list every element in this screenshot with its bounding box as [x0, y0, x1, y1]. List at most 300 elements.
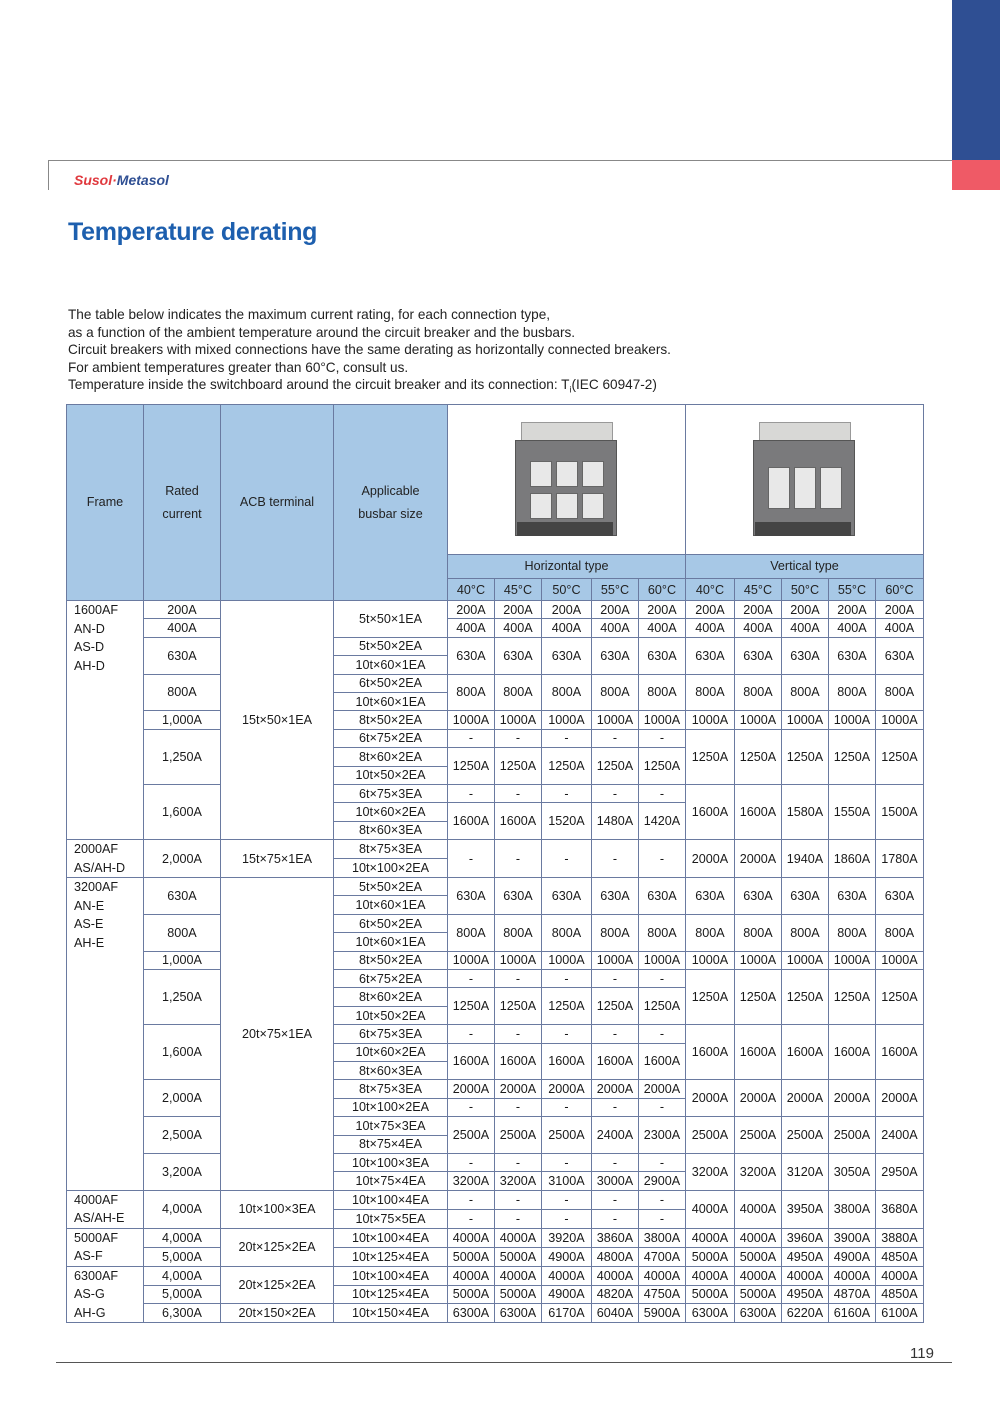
- vertical-rating-cell: 800A: [782, 674, 829, 711]
- horizontal-rating-cell: 400A: [542, 619, 592, 637]
- rated-current-cell: 630A: [144, 637, 221, 674]
- busbar-size-cell: 8t×50×2EA: [334, 951, 448, 969]
- horizontal-rating-cell: -: [542, 729, 592, 747]
- horizontal-rating-cell: 6170A: [542, 1304, 592, 1323]
- horizontal-rating-cell: 800A: [495, 914, 542, 951]
- horizontal-rating-cell: -: [639, 1098, 686, 1116]
- horizontal-rating-cell: 1000A: [592, 951, 639, 969]
- frame-label: AN-E: [74, 898, 105, 913]
- intro-line: as a function of the ambient temperature around the circuit breaker and the busbars.: [68, 324, 576, 340]
- vertical-rating-cell: 1600A: [735, 784, 782, 839]
- intro-line: Circuit breakers with mixed connections have the same derating as horizontally connected breakers.: [68, 342, 671, 357]
- horizontal-rating-cell: 6040A: [592, 1304, 639, 1323]
- horizontal-rating-cell: 630A: [448, 637, 495, 674]
- vertical-rating-cell: 630A: [876, 637, 924, 674]
- vertical-rating-cell: 630A: [686, 878, 735, 915]
- table-row: [67, 1266, 924, 1285]
- vertical-type-header: Vertical type: [686, 555, 924, 579]
- busbar-size-cell: 10t×60×1EA: [334, 896, 448, 914]
- busbar-size-cell: 10t×50×2EA: [334, 1006, 448, 1024]
- table-row: [67, 637, 924, 655]
- horizontal-rating-cell: 2000A: [448, 1080, 495, 1098]
- horizontal-rating-cell: 5000A: [495, 1285, 542, 1304]
- busbar-size-cell: 8t×75×3EA: [334, 840, 448, 859]
- horizontal-rating-cell: 4820A: [592, 1285, 639, 1304]
- busbar-size-header: Applicable busbar size: [334, 405, 448, 601]
- table-row: [67, 784, 924, 802]
- busbar-size-cell: 10t×60×2EA: [334, 803, 448, 821]
- horizontal-rating-cell: 2500A: [448, 1117, 495, 1154]
- horizontal-rating-cell: -: [495, 1098, 542, 1116]
- busbar-size-cell: 5t×50×1EA: [334, 601, 448, 638]
- horizontal-rating-cell: -: [448, 970, 495, 988]
- horizontal-rating-cell: 1000A: [639, 951, 686, 969]
- vertical-rating-cell: 1250A: [735, 729, 782, 784]
- vertical-rating-cell: 630A: [829, 878, 876, 915]
- horizontal-rating-cell: 4900A: [542, 1285, 592, 1304]
- horizontal-rating-cell: 1000A: [448, 711, 495, 729]
- horizontal-rating-cell: 2000A: [542, 1080, 592, 1098]
- horizontal-rating-cell: -: [495, 1209, 542, 1228]
- frame-label: AH-E: [74, 935, 105, 950]
- horizontal-rating-cell: 2500A: [495, 1117, 542, 1154]
- busbar-size-cell: 10t×60×2EA: [334, 1043, 448, 1061]
- frame-cell: [67, 1228, 144, 1266]
- vertical-rating-cell: 200A: [686, 601, 735, 619]
- vertical-rating-cell: 6220A: [782, 1304, 829, 1323]
- horizontal-rating-cell: 630A: [495, 637, 542, 674]
- horizontal-rating-cell: 1250A: [448, 988, 495, 1025]
- busbar-size-cell: 10t×150×4EA: [334, 1304, 448, 1323]
- horizontal-rating-cell: 1600A: [542, 1043, 592, 1080]
- horizontal-rating-cell: 5000A: [448, 1247, 495, 1266]
- vertical-rating-cell: 800A: [829, 674, 876, 711]
- vertical-rating-cell: 4850A: [876, 1285, 924, 1304]
- vertical-rating-cell: 1580A: [782, 784, 829, 839]
- vertical-rating-cell: 1000A: [876, 711, 924, 729]
- vertical-rating-cell: 200A: [829, 601, 876, 619]
- vertical-rating-cell: 5000A: [686, 1247, 735, 1266]
- busbar-size-cell: 10t×100×2EA: [334, 859, 448, 878]
- footer-rule: [56, 1362, 952, 1363]
- rated-current-cell: 1,000A: [144, 711, 221, 729]
- vertical-rating-cell: 800A: [686, 914, 735, 951]
- vertical-rating-cell: 5000A: [735, 1247, 782, 1266]
- horizontal-rating-cell: 4750A: [639, 1285, 686, 1304]
- rated-current-cell: 1,600A: [144, 784, 221, 839]
- side-tab-red: [952, 160, 1000, 190]
- vertical-rating-cell: 1600A: [829, 1025, 876, 1080]
- table-row: [67, 914, 924, 932]
- horizontal-rating-cell: -: [542, 1209, 592, 1228]
- vertical-rating-cell: 1600A: [735, 1025, 782, 1080]
- vertical-rating-cell: 4900A: [829, 1247, 876, 1266]
- horizontal-rating-cell: 1250A: [495, 988, 542, 1025]
- horizontal-rating-cell: 4000A: [592, 1266, 639, 1285]
- vertical-rating-cell: 1600A: [782, 1025, 829, 1080]
- vertical-rating-cell: 3960A: [782, 1228, 829, 1247]
- horizontal-rating-cell: 4000A: [639, 1266, 686, 1285]
- busbar-size-cell: 10t×50×2EA: [334, 766, 448, 784]
- horizontal-rating-cell: 800A: [592, 914, 639, 951]
- horizontal-rating-cell: 800A: [542, 674, 592, 711]
- horizontal-rating-cell: 5000A: [495, 1247, 542, 1266]
- horizontal-rating-cell: 5000A: [448, 1285, 495, 1304]
- horizontal-rating-cell: -: [542, 970, 592, 988]
- frame-label: 2000AF: [74, 842, 119, 857]
- vertical-rating-cell: 6300A: [735, 1304, 782, 1323]
- vertical-rating-cell: 400A: [876, 619, 924, 637]
- header-rule: [48, 160, 952, 161]
- horizontal-rating-cell: -: [448, 840, 495, 878]
- rated-current-cell: 4,000A: [144, 1228, 221, 1247]
- table-row: [67, 1117, 924, 1135]
- busbar-size-cell: 5t×50×2EA: [334, 637, 448, 655]
- horizontal-rating-cell: -: [448, 1153, 495, 1171]
- vertical-rating-cell: 1000A: [686, 711, 735, 729]
- vertical-rating-cell: 2000A: [876, 1080, 924, 1117]
- horizontal-rating-cell: 2000A: [592, 1080, 639, 1098]
- horizontal-rating-cell: 4000A: [542, 1266, 592, 1285]
- vertical-rating-cell: 3200A: [686, 1153, 735, 1190]
- vertical-rating-cell: 630A: [735, 878, 782, 915]
- table-row: [67, 840, 924, 859]
- vertical-rating-cell: 4000A: [686, 1190, 735, 1228]
- horizontal-rating-cell: 630A: [495, 878, 542, 915]
- vertical-rating-cell: 3680A: [876, 1190, 924, 1228]
- frame-label: AS/AH-D: [74, 860, 126, 875]
- horizontal-rating-cell: 630A: [542, 878, 592, 915]
- horizontal-rating-cell: 1600A: [639, 1043, 686, 1080]
- horizontal-rating-cell: 4900A: [542, 1247, 592, 1266]
- busbar-size-cell: 8t×75×3EA: [334, 1080, 448, 1098]
- table-row: [67, 1025, 924, 1043]
- horizontal-rating-cell: 3860A: [592, 1228, 639, 1247]
- horizontal-rating-cell: 200A: [542, 601, 592, 619]
- vertical-rating-cell: 2500A: [782, 1117, 829, 1154]
- acb-terminal-header: ACB terminal: [221, 405, 334, 601]
- acb-terminal-cell: 20t×75×1EA: [221, 878, 334, 1191]
- temperature-header: 50°C: [542, 579, 592, 601]
- horizontal-rating-cell: -: [495, 729, 542, 747]
- vertical-rating-cell: 4000A: [686, 1266, 735, 1285]
- horizontal-rating-cell: -: [542, 1190, 592, 1209]
- frame-label: AS-E: [74, 917, 104, 932]
- vertical-rating-cell: 2000A: [735, 840, 782, 878]
- horizontal-rating-cell: 800A: [639, 914, 686, 951]
- frame-label: AN-D: [74, 621, 105, 636]
- rated-current-cell: 2,000A: [144, 1080, 221, 1117]
- vertical-rating-cell: 1550A: [829, 784, 876, 839]
- horizontal-rating-cell: -: [639, 1209, 686, 1228]
- frame-label: 3200AF: [74, 880, 119, 895]
- busbar-size-cell: 10t×100×4EA: [334, 1190, 448, 1209]
- temperature-header: 60°C: [876, 579, 924, 601]
- horizontal-rating-cell: 5900A: [639, 1304, 686, 1323]
- frame-cell: [67, 878, 144, 1191]
- vertical-rating-cell: 4000A: [735, 1266, 782, 1285]
- vertical-rating-cell: 1000A: [735, 711, 782, 729]
- horizontal-rating-cell: 200A: [495, 601, 542, 619]
- vertical-rating-cell: 2950A: [876, 1153, 924, 1190]
- table-row: [67, 1190, 924, 1209]
- horizontal-rating-cell: 1000A: [495, 951, 542, 969]
- vertical-rating-cell: 4950A: [782, 1285, 829, 1304]
- vertical-rating-cell: 2000A: [735, 1080, 782, 1117]
- rated-current-header: Rated current: [144, 405, 221, 601]
- vertical-rating-cell: 400A: [686, 619, 735, 637]
- frame-cell: [67, 601, 144, 840]
- horizontal-rating-cell: 630A: [639, 878, 686, 915]
- horizontal-rating-cell: -: [542, 1098, 592, 1116]
- temperature-header: 55°C: [592, 579, 639, 601]
- temperature-header: 60°C: [639, 579, 686, 601]
- vertical-rating-cell: 1000A: [829, 711, 876, 729]
- horizontal-rating-cell: 400A: [639, 619, 686, 637]
- horizontal-rating-cell: -: [448, 1098, 495, 1116]
- horizontal-rating-cell: 1250A: [639, 988, 686, 1025]
- horizontal-rating-cell: 1000A: [448, 951, 495, 969]
- horizontal-rating-cell: -: [495, 840, 542, 878]
- horizontal-rating-cell: -: [639, 729, 686, 747]
- vertical-rating-cell: 1000A: [782, 951, 829, 969]
- horizontal-rating-cell: -: [448, 784, 495, 802]
- vertical-rating-cell: 400A: [735, 619, 782, 637]
- vertical-rating-cell: 400A: [829, 619, 876, 637]
- vertical-rating-cell: 6160A: [829, 1304, 876, 1323]
- frame-label: 4000AF: [74, 1192, 119, 1207]
- horizontal-rating-cell: -: [542, 1153, 592, 1171]
- side-tab-blue: [952, 0, 1000, 160]
- vertical-rating-cell: 1000A: [876, 951, 924, 969]
- busbar-size-cell: 10t×75×5EA: [334, 1209, 448, 1228]
- horizontal-rating-cell: -: [448, 729, 495, 747]
- table-row: [67, 1285, 924, 1304]
- horizontal-rating-cell: 1600A: [448, 1043, 495, 1080]
- vertical-rating-cell: 800A: [686, 674, 735, 711]
- temperature-header: 45°C: [495, 579, 542, 601]
- horizontal-rating-cell: 630A: [542, 637, 592, 674]
- rated-current-cell: 2,000A: [144, 840, 221, 878]
- horizontal-rating-cell: 1250A: [448, 748, 495, 785]
- vertical-rating-cell: 4000A: [829, 1266, 876, 1285]
- vertical-rating-cell: 630A: [829, 637, 876, 674]
- horizontal-rating-cell: -: [495, 1190, 542, 1209]
- vertical-rating-cell: 800A: [735, 914, 782, 951]
- frame-cell: [67, 1190, 144, 1228]
- brand-logo: Susol·Metasol: [74, 172, 169, 188]
- acb-terminal-cell: 20t×125×2EA: [221, 1228, 334, 1266]
- rated-current-cell: 3,200A: [144, 1153, 221, 1190]
- intro-line: For ambient temperatures greater than 60°C, consult us.: [68, 359, 409, 375]
- horizontal-rating-cell: 2500A: [542, 1117, 592, 1154]
- rated-current-cell: 5,000A: [144, 1285, 221, 1304]
- intro-text: [68, 306, 671, 399]
- frame-label: 6300AF: [74, 1268, 119, 1283]
- temperature-header: 40°C: [686, 579, 735, 601]
- acb-terminal-cell: 15t×75×1EA: [221, 840, 334, 878]
- rated-current-cell: 800A: [144, 674, 221, 711]
- horizontal-rating-cell: -: [639, 784, 686, 802]
- vertical-rating-cell: 4000A: [735, 1228, 782, 1247]
- vertical-rating-cell: 800A: [735, 674, 782, 711]
- horizontal-rating-cell: 200A: [639, 601, 686, 619]
- horizontal-rating-cell: -: [592, 1190, 639, 1209]
- vertical-rating-cell: 3120A: [782, 1153, 829, 1190]
- temperature-header: 55°C: [829, 579, 876, 601]
- table-row: [67, 601, 924, 619]
- horizontal-rating-cell: 630A: [592, 637, 639, 674]
- horizontal-rating-cell: 6300A: [495, 1304, 542, 1323]
- table-row: [67, 1304, 924, 1323]
- vertical-rating-cell: 3050A: [829, 1153, 876, 1190]
- table-row: [67, 951, 924, 969]
- horizontal-rating-cell: 800A: [448, 674, 495, 711]
- rated-current-cell: 6,300A: [144, 1304, 221, 1323]
- horizontal-rating-cell: -: [495, 1025, 542, 1043]
- horizontal-rating-cell: 630A: [592, 878, 639, 915]
- vertical-rating-cell: 200A: [782, 601, 829, 619]
- horizontal-rating-cell: 1000A: [495, 711, 542, 729]
- horizontal-rating-cell: 400A: [592, 619, 639, 637]
- vertical-rating-cell: 2500A: [735, 1117, 782, 1154]
- header-tick: [48, 160, 49, 190]
- vertical-rating-cell: 800A: [782, 914, 829, 951]
- vertical-rating-cell: 3950A: [782, 1190, 829, 1228]
- horizontal-rating-cell: 4800A: [592, 1247, 639, 1266]
- vertical-rating-cell: 2000A: [829, 1080, 876, 1117]
- horizontal-rating-cell: 1000A: [639, 711, 686, 729]
- busbar-size-cell: 10t×125×4EA: [334, 1247, 448, 1266]
- intro-line: Temperature inside the switchboard around the circuit breaker and its connection: $T_i(IEC$ 60947-2): [68, 377, 657, 395]
- horizontal-rating-cell: 4700A: [639, 1247, 686, 1266]
- horizontal-rating-cell: 630A: [639, 637, 686, 674]
- rated-current-cell: 5,000A: [144, 1247, 221, 1266]
- busbar-size-cell: 10t×60×1EA: [334, 933, 448, 951]
- horizontal-rating-cell: 800A: [592, 674, 639, 711]
- horizontal-rating-cell: -: [592, 970, 639, 988]
- vertical-rating-cell: 1250A: [735, 970, 782, 1025]
- horizontal-rating-cell: -: [639, 970, 686, 988]
- horizontal-rating-cell: 1250A: [495, 748, 542, 785]
- horizontal-rating-cell: 200A: [592, 601, 639, 619]
- vertical-rating-cell: 1250A: [876, 729, 924, 784]
- horizontal-rating-cell: 2300A: [639, 1117, 686, 1154]
- horizontal-rating-cell: 2000A: [495, 1080, 542, 1098]
- rated-current-cell: 200A: [144, 601, 221, 619]
- horizontal-rating-cell: -: [592, 1209, 639, 1228]
- horizontal-rating-cell: -: [592, 1098, 639, 1116]
- vertical-rating-cell: 630A: [876, 878, 924, 915]
- page-title: Temperature derating: [68, 218, 318, 246]
- horizontal-rating-cell: 3100A: [542, 1172, 592, 1190]
- horizontal-rating-cell: -: [639, 1025, 686, 1043]
- busbar-size-cell: 8t×60×2EA: [334, 988, 448, 1006]
- vertical-rating-cell: 200A: [735, 601, 782, 619]
- vertical-rating-cell: 1860A: [829, 840, 876, 878]
- table-row: [67, 619, 924, 637]
- vertical-rating-cell: 1250A: [829, 729, 876, 784]
- vertical-rating-cell: 1000A: [829, 951, 876, 969]
- horizontal-rating-cell: -: [542, 784, 592, 802]
- vertical-rating-cell: 630A: [735, 637, 782, 674]
- vertical-rating-cell: 2000A: [782, 1080, 829, 1117]
- horizontal-rating-cell: 1250A: [592, 748, 639, 785]
- vertical-rating-cell: 2000A: [686, 1080, 735, 1117]
- acb-terminal-cell: 20t×125×2EA: [221, 1266, 334, 1304]
- table-row: [67, 1153, 924, 1171]
- rated-current-cell: 2,500A: [144, 1117, 221, 1154]
- rated-current-cell: 4,000A: [144, 1190, 221, 1228]
- vertical-rating-cell: 4870A: [829, 1285, 876, 1304]
- horizontal-rating-cell: 800A: [639, 674, 686, 711]
- vertical-rating-cell: 1600A: [686, 784, 735, 839]
- frame-label: AS-D: [74, 640, 105, 654]
- busbar-size-cell: 6t×50×2EA: [334, 914, 448, 932]
- derating-table: [66, 404, 924, 1323]
- vertical-rating-cell: 1250A: [829, 970, 876, 1025]
- horizontal-rating-cell: 1600A: [495, 803, 542, 840]
- horizontal-breaker-photo: [448, 405, 686, 555]
- horizontal-rating-cell: 1000A: [592, 711, 639, 729]
- temperature-header: 45°C: [735, 579, 782, 601]
- horizontal-rating-cell: 400A: [495, 619, 542, 637]
- horizontal-rating-cell: 1250A: [542, 988, 592, 1025]
- horizontal-rating-cell: -: [495, 970, 542, 988]
- busbar-size-cell: 8t×75×4EA: [334, 1135, 448, 1153]
- vertical-rating-cell: 200A: [876, 601, 924, 619]
- busbar-size-cell: 10t×100×3EA: [334, 1153, 448, 1171]
- busbar-size-cell: 10t×100×4EA: [334, 1266, 448, 1285]
- busbar-size-cell: 6t×75×2EA: [334, 970, 448, 988]
- vertical-rating-cell: 4000A: [782, 1266, 829, 1285]
- vertical-rating-cell: 1500A: [876, 784, 924, 839]
- horizontal-rating-cell: 1480A: [592, 803, 639, 840]
- rated-current-cell: 1,250A: [144, 970, 221, 1025]
- vertical-rating-cell: 4000A: [735, 1190, 782, 1228]
- busbar-size-cell: 6t×75×2EA: [334, 729, 448, 747]
- frame-label: 1600AF: [74, 603, 119, 617]
- horizontal-rating-cell: -: [592, 1025, 639, 1043]
- horizontal-rating-cell: -: [495, 1153, 542, 1171]
- table-row: [67, 878, 924, 896]
- table-row: [67, 1228, 924, 1247]
- rated-current-cell: 4,000A: [144, 1266, 221, 1285]
- table-row: [67, 674, 924, 692]
- table-row: [67, 729, 924, 747]
- horizontal-rating-cell: 1600A: [592, 1043, 639, 1080]
- horizontal-rating-cell: 3200A: [495, 1172, 542, 1190]
- vertical-rating-cell: 800A: [876, 914, 924, 951]
- horizontal-rating-cell: -: [592, 784, 639, 802]
- horizontal-rating-cell: 1600A: [495, 1043, 542, 1080]
- busbar-size-cell: 5t×50×2EA: [334, 878, 448, 896]
- horizontal-rating-cell: 4000A: [495, 1266, 542, 1285]
- rated-current-cell: 630A: [144, 878, 221, 915]
- table-row: [67, 1080, 924, 1098]
- vertical-rating-cell: 4950A: [782, 1247, 829, 1266]
- busbar-size-cell: 6t×75×3EA: [334, 1025, 448, 1043]
- vertical-rating-cell: 1000A: [782, 711, 829, 729]
- horizontal-rating-cell: 800A: [448, 914, 495, 951]
- horizontal-rating-cell: -: [639, 1190, 686, 1209]
- vertical-rating-cell: 4850A: [876, 1247, 924, 1266]
- table-row: [67, 970, 924, 988]
- horizontal-type-header: Horizontal type: [448, 555, 686, 579]
- busbar-size-cell: 8t×50×2EA: [334, 711, 448, 729]
- vertical-rating-cell: 4000A: [686, 1228, 735, 1247]
- vertical-rating-cell: 6100A: [876, 1304, 924, 1323]
